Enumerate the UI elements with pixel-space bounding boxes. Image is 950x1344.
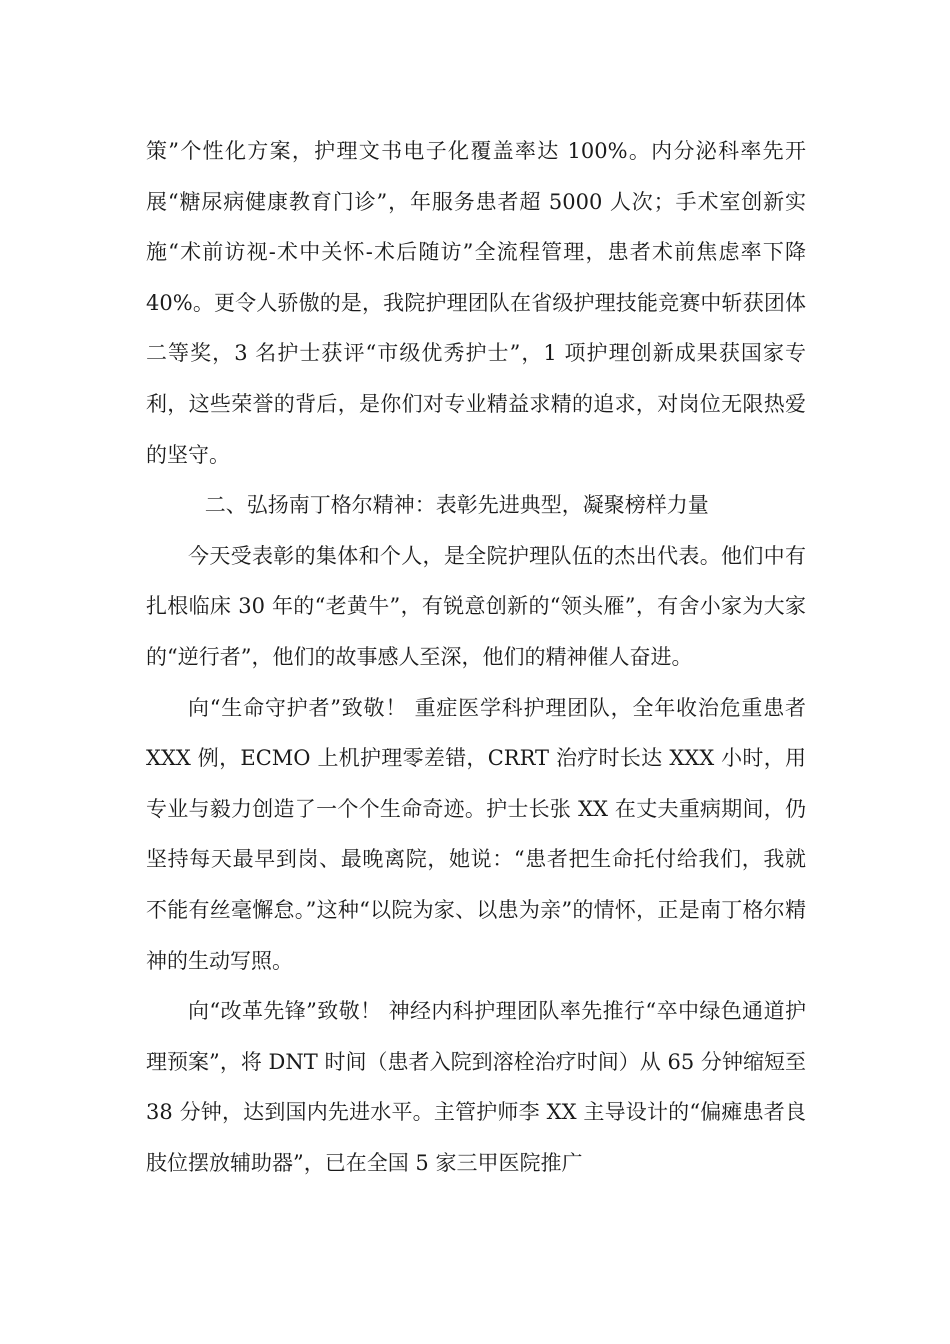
paragraph-reform-pioneer: 向“改革先锋”致敬！ 神经内科护理团队率先推行“卒中绿色通道护理预案”，将 DNT 时间（患者入院到溶栓治疗时间）从 65 分钟缩短至 38 分钟，达到国内先进水平。主管护师李 XX 主导设计的“偏瘫患者良肢位摆放辅助器”，已在全国 5 家三甲医院推广 <box>146 999 806 1175</box>
paragraph-continuation: 策”个性化方案，护理文书电子化覆盖率达 100%。内分泌科率先开展“糖尿病健康教育门诊”，年服务患者超 5000 人次；手术室创新实施“术前访视-术中关怀-术后随访”全流程管理，患者术前焦虑率下降 40%。更令人骄傲的是，我院护理团队在省级护理技能竞赛中斩获团体二等奖，3 名护士获评“市级优秀护士”，1 项护理创新成果获国家专利，这些荣誉的背后，是你们对专业精益求精的追求，对岗位无限热爱的坚守。 <box>146 139 806 467</box>
paragraph-life-guardian: 向“生命守护者”致敬！ 重症医学科护理团队，全年收治危重患者 XXX 例，ECMO 上机护理零差错，CRRT 治疗时长达 XXX 小时，用专业与毅力创造了一个个生命奇迹。护士长张 XX 在丈夫重病期间，仍坚持每天最早到岗、最晚离院，她说：“患者把生命托付给我们，我就不能有丝毫懈怠。”这种“以院为家、以患为亲”的情怀，正是南丁格尔精神的生动写照。 <box>146 695 806 973</box>
paragraph-commendation-intro: 今天受表彰的集体和个人，是全院护理队伍的杰出代表。他们中有扎根临床 30 年的“老黄牛”，有锐意创新的“领头雁”，有舍小家为大家的“逆行者”，他们的故事感人至深，他们的精神催人奋进。 <box>146 543 806 669</box>
document-body <box>146 126 806 1188</box>
section-heading: 二、弘扬南丁格尔精神：表彰先进典型，凝聚榜样力量 <box>204 493 709 518</box>
